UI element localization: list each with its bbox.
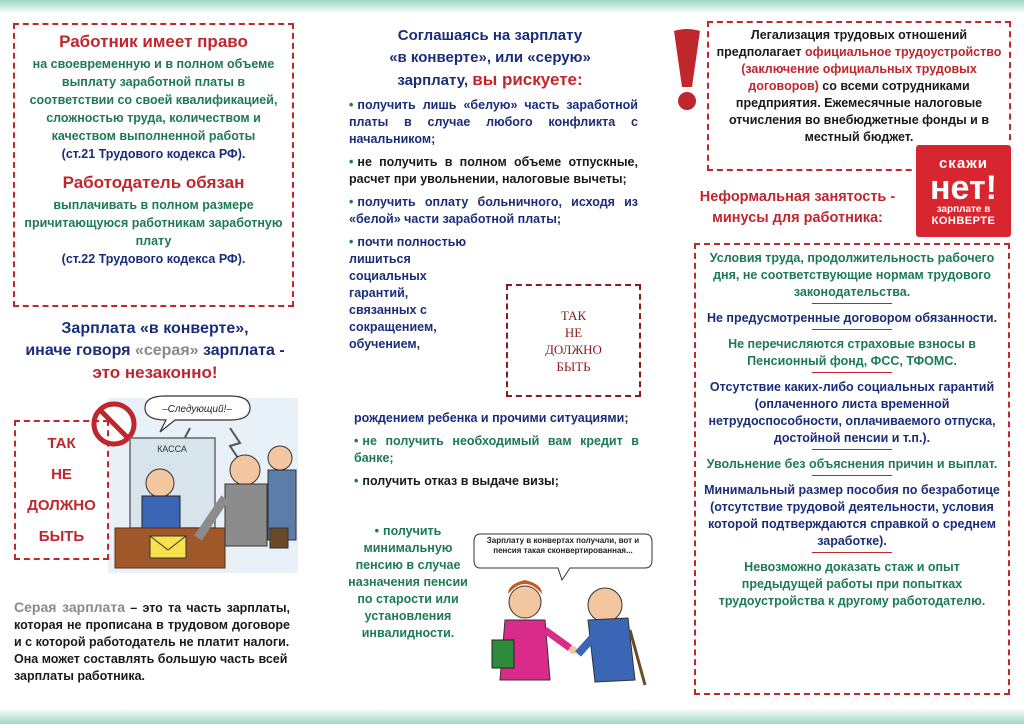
stamp-word: НЕ [564, 324, 583, 340]
cashier-cartoon-illustration [90, 388, 305, 584]
minuses-box [694, 243, 1010, 695]
stamp-word: ДОЛЖНО [545, 341, 602, 357]
grey-salary-definition [14, 599, 290, 685]
not-allowed-word: НЕ [51, 466, 72, 483]
employer-duty-text: выплачивать в полном размере причитающуюся работникам заработную плату [24, 198, 283, 248]
employer-duty-title: Работодатель обязан [62, 173, 245, 192]
risk-item [349, 97, 638, 148]
not-allowed-stamp [506, 284, 641, 397]
risk-heading-line3 [340, 69, 640, 92]
minus-item: Невозможно доказать стаж и опыт предыдущей работы при попытках трудоустройства к другому работодателю. [718, 560, 986, 608]
risk-heading [340, 25, 640, 92]
bottom-gradient-band [0, 708, 1024, 724]
grey-salary-definition-body: – это та часть зарплаты, которая не прописана в трудовом договоре и с которой работодатель не платит налоги. [14, 601, 290, 649]
risk-item-text: почти полностью лишиться социальных гарантий, связанных с сокращением, обучением, [349, 235, 467, 351]
stamp-word: ТАК [560, 307, 587, 323]
not-allowed-word: ДОЛЖНО [27, 497, 96, 514]
risk-item [349, 154, 638, 188]
bullet-icon: • [349, 235, 354, 249]
bullet-icon: • [354, 474, 359, 488]
not-allowed-word: БЫТЬ [38, 528, 85, 545]
minus-item: Не предусмотренные договором обязанности. [704, 310, 1000, 330]
bullet-icon: • [349, 98, 354, 112]
minus-item: Минимальный размер пособия по безработице (отсутствие трудовой деятельности, условия которой подтверждаются справкой о среднем заработке). [704, 482, 1000, 553]
envelope-heading-line2-a: иначе говоря [25, 342, 135, 359]
risk-heading-you-risk: вы рискуете: [472, 70, 583, 89]
risk-heading-line3-a: зарплату, [397, 72, 473, 89]
say-no-logo-line3: зарплате в [936, 204, 991, 215]
envelope-heading-line1: Зарплата «в конверте», [61, 320, 249, 337]
risk-item-text: получить лишь «белую» часть заработной платы в случае любого конфликта с начальником; [349, 98, 638, 146]
say-no-logo [916, 145, 1011, 237]
bullet-icon: • [374, 524, 380, 538]
pensioner-cartoon-illustration [470, 530, 655, 695]
bullet-icon: • [354, 434, 359, 448]
say-no-logo-line1: скажи [938, 155, 989, 172]
envelope-heading-grey-word: «серая» [134, 342, 199, 359]
minus-item: Условия труда, продолжительность рабочего дня, не соответствующие нормам трудового законодательства. [704, 250, 1000, 304]
say-no-logo-line4: КОНВЕРТЕ [931, 215, 996, 227]
risk-item [354, 433, 639, 467]
minus-item: Отсутствие каких-либо социальных гарантий (оплаченного листа временной нетрудоспособности, оплачиваемого отпуска, достойной пенсии и т.п.). [704, 379, 1000, 450]
bullet-icon: • [349, 155, 354, 169]
worker-rights-reference: (ст.21 Трудового кодекса РФ). [61, 147, 246, 161]
risk-item-pension [348, 523, 468, 642]
grey-salary-term: Серая зарплата [14, 599, 125, 615]
risk-item-text: не получить необходимый вам кредит в банке; [354, 434, 639, 465]
risk-item [354, 473, 639, 490]
risk-item-continued: рождением ребенка и прочими ситуациями; [354, 411, 629, 425]
cashier-sign-text: КАССА [157, 444, 187, 454]
pensioner-bubble-text: Зарплату в конвертах получали, вот и пенсия такая сконвертированная... [486, 536, 640, 555]
risk-item-text: получить оплату больничного, исходя из «белой» части заработной платы; [349, 195, 638, 226]
worker-rights-box [13, 23, 294, 307]
risk-item-text: получить отказ в выдаче визы; [362, 474, 559, 488]
risk-item [349, 194, 638, 228]
not-allowed-box [14, 420, 109, 560]
not-allowed-word: ТАК [47, 435, 76, 452]
envelope-heading-line2-b: зарплата - [198, 342, 285, 359]
legalization-text-b: со всеми сотрудниками предприятия. Ежемесячные налоговые отчисления во внебюджетные фонды и в местный бюджет. [728, 79, 990, 144]
risk-heading-line2: «в конверте», или «серую» [389, 49, 591, 66]
envelope-salary-heading [10, 318, 300, 384]
legalization-text-a: Легализация трудовых отношений предполагает [716, 28, 968, 59]
employer-duty-reference: (ст.22 Трудового кодекса РФ). [61, 252, 246, 266]
cartoon-bubble-text: –Следующий!– [162, 404, 232, 415]
stamp-word: БЫТЬ [556, 358, 591, 374]
worker-rights-title: Работник имеет право [59, 32, 248, 51]
envelope-heading-illegal: это незаконно! [92, 363, 218, 382]
envelope-icon [150, 536, 186, 558]
minus-item: Не перечисляются страховые взносы в Пенсионный фонд, ФСС, ТФОМС. [704, 336, 1000, 373]
exclamation-icon [670, 27, 704, 113]
minus-item: Увольнение без объяснения причин и выплат. [704, 456, 1000, 476]
bullet-icon: • [349, 195, 354, 209]
informal-employment-heading: Неформальная занятость - минусы для работника: [699, 189, 896, 226]
say-no-logo-line2: нет! [930, 169, 997, 207]
risk-item-text: получить минимальную пенсию в случае назначения пенсии по старости или установления инвалидности. [348, 524, 468, 640]
envelope-heading-line2 [10, 340, 300, 362]
top-gradient-band [0, 0, 1024, 14]
risk-item-text: не получить в полном объеме отпускные, расчет при увольнении, налоговые вычеты; [349, 155, 638, 186]
risk-list-tail [354, 410, 639, 496]
risk-heading-line1: Соглашаясь на зарплату [397, 27, 583, 44]
legalization-text-highlight: официальное трудоустройство (заключение официальных трудовых договоров) [741, 45, 1002, 93]
grey-salary-definition-text2: Она может составлять большую часть всей зарплаты работника. [14, 652, 288, 683]
risk-item [349, 234, 474, 353]
grey-salary-definition-text [14, 599, 290, 651]
worker-rights-text: на своевременную и в полном объеме выплату заработной платы в соответствии со своей квалификацией, сложностью труда, количеством и качеством выполненной работы [29, 57, 278, 143]
